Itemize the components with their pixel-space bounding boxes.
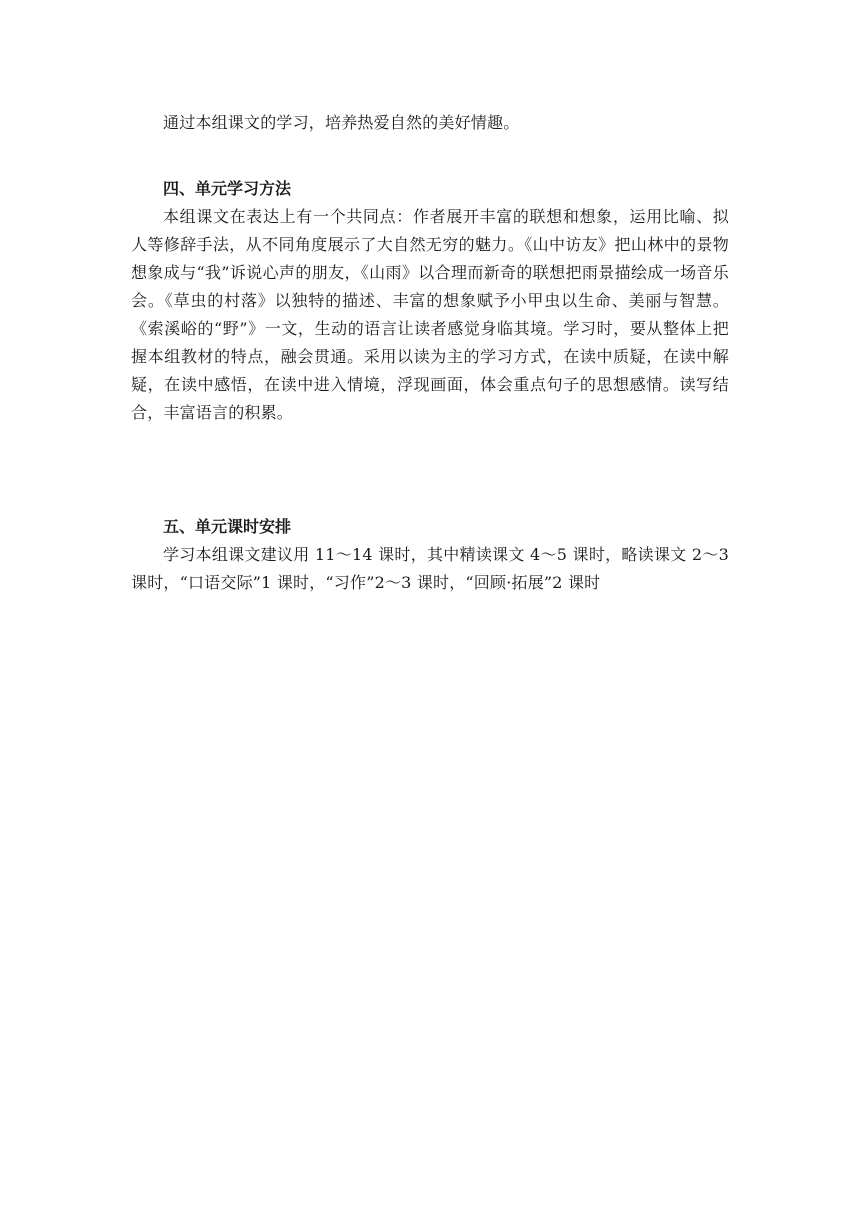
section-paragraph: 学习本组课文建议用 11～14 课时，其中精读课文 4～5 课时，略读课文 2～3 课时，“口语交际”1 课时，“习作”2～3 课时，“回顾·拓展”2 课时 <box>131 545 729 592</box>
section-lesson-schedule <box>131 513 729 597</box>
intro-block <box>131 109 729 137</box>
section-learning-methods <box>131 175 729 427</box>
section-paragraph: 本组课文在表达上有一个共同点：作者展开丰富的联想和想象，运用比喻、拟人等修辞手法，从不同角度展示了大自然无穷的魅力。《山中访友》把山林中的景物想象成与“我”诉说心声的朋友，《山雨》以合理而新奇的联想把雨景描绘成一场音乐会。《草虫的村落》以独特的描述、丰富的想象赋予小甲虫以生命、美丽与智慧。《索溪峪的“野”》一文，生动的语言让读者感觉身临其境。学习时，要从整体上把握本组教材的特点，融会贯通。采用以读为主的学习方式，在读中质疑，在读中解疑，在读中感悟，在读中进入情境，浮现画面，体会重点句子的思想感情。读写结合，丰富语言的积累。 <box>131 207 729 422</box>
intro-paragraph: 通过本组课文的学习，培养热爱自然的美好情趣。 <box>163 113 520 132</box>
section-heading: 四、单元学习方法 <box>163 179 292 198</box>
section-heading: 五、单元课时安排 <box>163 517 292 536</box>
